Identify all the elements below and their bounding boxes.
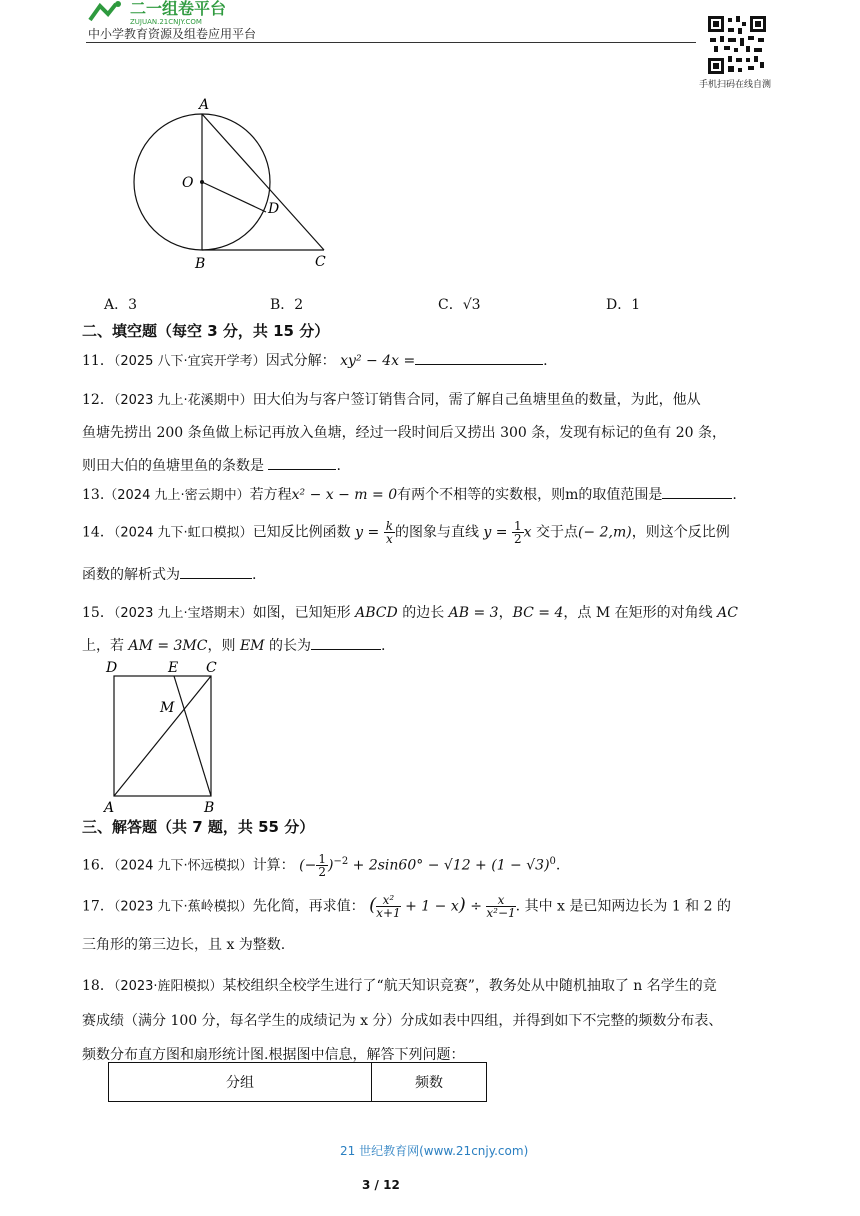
q10-figure — [126, 92, 336, 272]
qr-caption: 手机扫码在线自测 — [699, 80, 772, 90]
answer-blank-12[interactable] — [268, 455, 336, 470]
label-o: O — [182, 175, 194, 191]
label-a: A — [104, 800, 115, 816]
label-m: M — [160, 700, 175, 716]
option-a[interactable]: A．3 — [104, 297, 138, 313]
logo-sub: ZUJUAN.21CNJY.COM — [130, 18, 202, 26]
page-number: 3 / 12 — [362, 1178, 400, 1192]
answer-blank-11[interactable] — [415, 350, 543, 365]
question-11: 11．（2025 八下·宜宾开学考）因式分解： xy² − 4x = . — [82, 350, 782, 372]
question-16: 16．（2024 九下·怀远模拟）计算： (− $\frac{1}{2}$ )$^{-2} + 2\sin 60^\circ - √12 + (1 - √3)^0$. — [82, 852, 561, 880]
label-d: D — [106, 660, 118, 676]
option-c[interactable]: C．√3 — [438, 297, 481, 313]
question-14: 14．（2024 九下·虹口模拟）已知反比例函数 y = $\frac{k}{x}$ 的图象与直线 y = $\frac{1}{2}$ x 交于点(− 2,m)，则这个反比例 — [82, 519, 730, 546]
segment-eb — [174, 676, 211, 796]
question-17: 17．（2023 九下·蕉岭模拟）先化简，再求值： ( $\frac{\text{x²}}{x+1}$ + 1 − x) ÷ $\frac{x}{\text{x²−1}}$ . 其中 x 是已知两边长为 1 和 2 的 — [82, 893, 731, 920]
diagonal-ac — [114, 676, 211, 796]
header-rule — [86, 42, 696, 43]
section-3-title: 三、解答题（共 7 题，共 55 分） — [82, 818, 315, 836]
table-header-row — [109, 1063, 487, 1102]
q15-figure — [100, 656, 230, 816]
section-2-title: 二、填空题（每空 3 分，共 15 分） — [82, 322, 330, 340]
label-b: B — [204, 800, 215, 816]
question-17-line2: 三角形的第三边长，且 x 为整数. — [82, 937, 286, 953]
label-c: C — [315, 254, 326, 270]
option-d[interactable]: D．1 — [606, 297, 641, 313]
label-b: B — [195, 256, 206, 272]
label-a: A — [199, 97, 210, 113]
answer-blank-15[interactable] — [311, 635, 381, 650]
frequency-table — [108, 1062, 487, 1102]
line-ac — [202, 114, 324, 250]
logo-text: 二一组卷平台 — [130, 0, 227, 18]
question-15: 15．（2023 九上·宝塔期末）如图，已知矩形 ABCD 的边长 AB = 3，BC = 4，点 M 在矩形的对角线 AC 上，若 AM = 3MC，则 EM 的长为 . — [82, 605, 738, 654]
footer-site-link[interactable]: 21 世纪教育网(www.21cnjy.com) — [340, 1144, 529, 1158]
table-header-group: 分组 — [109, 1063, 372, 1102]
label-d: D — [268, 201, 280, 217]
option-b[interactable]: B．2 — [270, 297, 304, 313]
question-12: 12．（2023 九上·花溪期中）田大伯为与客户签订销售合同，需了解自己鱼塘里鱼的数量，为此，他从 鱼塘先捞出 200 条鱼做上标记再放入鱼塘，经过一段时间后又捞出 300 条，发现有标记的鱼有 20 条， 则田大伯的鱼塘里鱼的条数是 . — [82, 392, 726, 474]
answer-blank-14[interactable] — [180, 564, 252, 579]
line-od — [202, 182, 266, 212]
question-14-line2: 函数的解析式为 . — [82, 564, 782, 585]
answer-blank-13[interactable] — [662, 484, 732, 499]
header-site-name: 中小学教育资源及组卷应用平台 — [88, 27, 257, 41]
site-logo — [86, 0, 276, 26]
question-18: 18．（2023·旌阳模拟）某校组织全校学生进行了“航天知识竞赛”，教务处从中随机抽取了 n 名学生的竞 赛成绩（满分 100 分，每名学生的成绩记为 x 分）分成如表中四组，并得到如下不完整的频数分布表、 频数分布直方图和扇形统计图.根据图中信息，解答下列问题： — [82, 978, 723, 1063]
label-c: C — [206, 660, 217, 676]
question-13: 13.（2024 九上·密云期中）若方程x² − x − m = 0有两个不相等的实数根，则m的取值范围是 . — [82, 484, 782, 506]
qr-code[interactable] — [706, 14, 768, 76]
table-header-frequency: 频数 — [372, 1063, 487, 1102]
label-e: E — [168, 660, 179, 676]
